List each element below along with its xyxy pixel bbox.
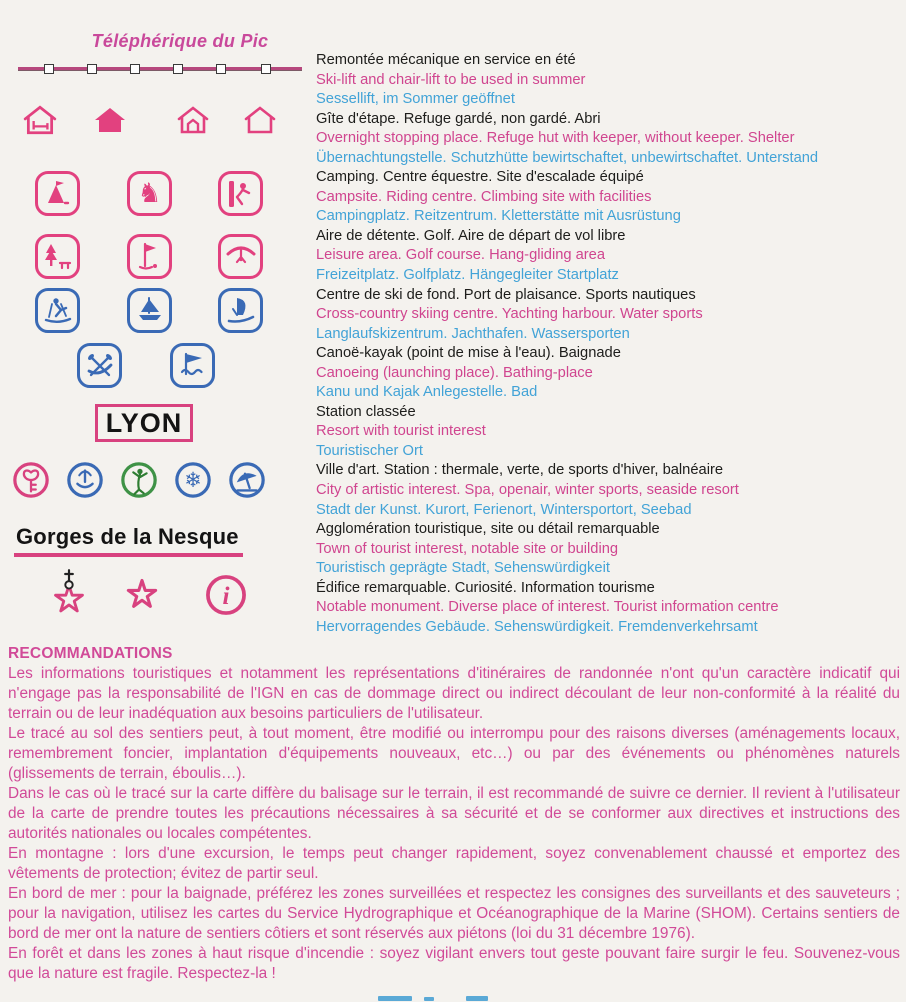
legend-entry-de: Hervorragendes Gebäude. Sehenswürdigkeit. Fremdenverkehrsamt (316, 618, 758, 635)
legend-entry-de: Langlaufskizentrum. Jachthafen. Wassersporten (316, 325, 630, 342)
legend-entry-de: Touristischer Ort (316, 442, 423, 459)
climbing-site-icon (218, 171, 263, 216)
abri-house-icon (243, 104, 279, 136)
gite-etape-house-icon (22, 104, 58, 136)
cable-pylon-node (173, 64, 183, 74)
legend-entry-fr: Camping. Centre équestre. Site d'escalade équipé (316, 169, 644, 186)
cable-pylon-node (44, 64, 54, 74)
legend-entry-en: Overnight stopping place. Refuge hut with keeper, without keeper. Shelter (316, 130, 795, 147)
cross-country-ski-icon (35, 288, 80, 333)
golf-flag-icon (127, 234, 172, 279)
curiosity-star-icon (120, 576, 164, 618)
legend-entry-fr: Ville d'art. Station : thermale, verte, de sports d'hiver, balnéaire (316, 462, 724, 479)
notable-site-sample-label: Gorges de la Nesque (14, 524, 243, 557)
ville-art-key-badge (12, 460, 50, 500)
spa-fountain-badge (66, 460, 104, 500)
legend-entry-de: Kanu und Kajak Anlegestelle. Bad (316, 384, 538, 401)
legend-entry-de: Touristisch geprägte Stadt, Sehenswürdigkeit (316, 560, 610, 577)
legend-entry-fr: Canoë-kayak (point de mise à l'eau). Baignade (316, 345, 621, 362)
yachting-harbour-sailboat-icon (127, 288, 172, 333)
legend-entry-fr: Station classée (316, 403, 416, 420)
station-verte-badge (120, 460, 158, 500)
legend-entry-en: Resort with tourist interest (316, 423, 486, 440)
canoe-kayak-icon (77, 343, 122, 388)
refuge-non-garde-house-icon (176, 104, 212, 136)
snowflake-glyph: ❄ (184, 468, 202, 492)
cut-off-text-fragment (466, 996, 488, 1001)
hang-glider-icon (218, 234, 263, 279)
recommendations-paragraph: En bord de mer : pour la baignade, préférez les zones surveillées et respectez les consignes des surveillants et des sauveteurs ; pour la navigation, utilisez les cartes du Service Hydrographique et Océanographique de la Marine (SHOM). Certains sentiers de bord de mer ont la nature de sentiers côtiers et sont réservés aux piétons (loi du 31 décembre 1976). (8, 885, 900, 942)
cable-wire (18, 67, 302, 70)
leisure-area-tree-icon (35, 234, 80, 279)
legend-entry-en: Notable monument. Diverse place of interest. Tourist information centre (316, 599, 779, 616)
legend-entry-fr: Gîte d'étape. Refuge gardé, non gardé. Abri (316, 110, 601, 127)
cable-pylon-node (87, 64, 97, 74)
cut-off-text-fragment (424, 997, 434, 1001)
recommendations-title: RECOMMANDATIONS (8, 645, 173, 662)
tourist-information-icon (203, 573, 249, 617)
recommendations-paragraph: En forêt et dans les zones à haut risque d'incendie : soyez vigilant envers tout geste pouvant faire surgir le feu. Souvenez-vous que la nature est fragile. Respectez-la ! (8, 945, 900, 982)
legend-entry-fr: Agglomération touristique, site ou détail remarquable (316, 521, 660, 538)
cable-pylon-node (216, 64, 226, 74)
cable-pylon-node (130, 64, 140, 74)
legend-entry-en: City of artistic interest. Spa, openair, winter sports, seaside resort (316, 482, 739, 499)
bathing-place-icon (170, 343, 215, 388)
recommendations-paragraph: Les informations touristiques et notamment les représentations d'itinéraires de randonnée n'ont qu'un caractère indicatif qui n'engage pas la responsabilité de l'IGN en cas de dommage direct ou indirect découlant de leur non-conformité à la réalité du terrain ou de leur inadéquation aux besoins particuliers de l'utilisateur. (8, 665, 900, 722)
classified-resort-town-sample: LYON (95, 404, 193, 442)
recommendations-paragraph: Dans le cas où le tracé sur la carte diffère du balisage sur le terrain, il est recommandé de suivre ce dernier. Il revient à l'utilisateur de la carte de prendre toutes les précautions nécessaires à sa sécurité et de se conformer aux directives et instructions des autorités nationales ou locales compétentes. (8, 785, 900, 842)
legend-entry-fr: Centre de ski de fond. Port de plaisance. Sports nautiques (316, 286, 696, 303)
recommendations-section (8, 645, 900, 984)
recommendations-paragraph: Le tracé au sol des sentiers peut, à tout moment, être modifié ou interrompu pour des raisons diverses (aménagements locaux, remembrement foncier, implantation d'équipements nouveaux, etc…) ou par des événements ou phénomènes naturels (glissements de terrain, éboulis…). (8, 725, 900, 782)
legend-entry-en: Canoeing (launching place). Bathing-place (316, 364, 593, 381)
svg-text:i: i (222, 582, 230, 610)
seaside-umbrella-badge (228, 460, 266, 500)
refuge-garde-house-icon (93, 104, 129, 136)
recommendations-paragraph: En montagne : lors d'une excursion, le temps peut changer rapidement, soyez convenablement chaussé et emportez des vêtements de protection; évitez de partir seul. (8, 845, 900, 882)
legend-entry-de: Campingplatz. Reitzentrum. Kletterstätte mit Ausrüstung (316, 208, 681, 225)
horse-glyph: ♞ (137, 178, 162, 208)
water-sports-windsurf-icon (218, 288, 263, 333)
legend-entry-en: Leisure area. Golf course. Hang-gliding area (316, 247, 606, 264)
legend-entries-list (316, 51, 904, 637)
legend-entry-fr: Aire de détente. Golf. Aire de départ de vol libre (316, 227, 626, 244)
legend-entry-de: Freizeitplatz. Golfplatz. Hängegleiter Startplatz (316, 267, 619, 284)
cable-car-sample-label: Téléphérique du Pic (91, 31, 269, 51)
cable-car-line (18, 64, 302, 74)
legend-entry-en: Cross-country skiing centre. Yachting harbour. Water sports (316, 306, 703, 323)
winter-sports-snowflake-badge (174, 460, 212, 500)
camping-tent-icon (35, 171, 80, 216)
legend-entry-de: Übernachtungstelle. Schutzhütte bewirtschaftet, unbewirtschaftet. Unterstand (316, 149, 819, 166)
cable-pylon-node (261, 64, 271, 74)
legend-entry-fr: Édifice remarquable. Curiosité. Information tourisme (316, 579, 655, 596)
legend-entry-de: Stadt der Kunst. Kurort, Ferienort, Wintersportort, Seebad (316, 501, 692, 518)
legend-entry-en: Town of tourist interest, notable site or building (316, 540, 619, 557)
legend-entry-fr: Remontée mécanique en service en été (316, 52, 576, 68)
cut-off-text-fragment (378, 996, 412, 1001)
notable-monument-star-cross-icon (47, 568, 91, 618)
legend-entry-de: Sessellift, im Sommer geöffnet (316, 91, 515, 108)
legend-entry-en: Campsite. Riding centre. Climbing site with facilities (316, 188, 652, 205)
legend-entry-en: Ski-lift and chair-lift to be used in summer (316, 71, 586, 88)
riding-centre-horse-icon (127, 171, 172, 216)
